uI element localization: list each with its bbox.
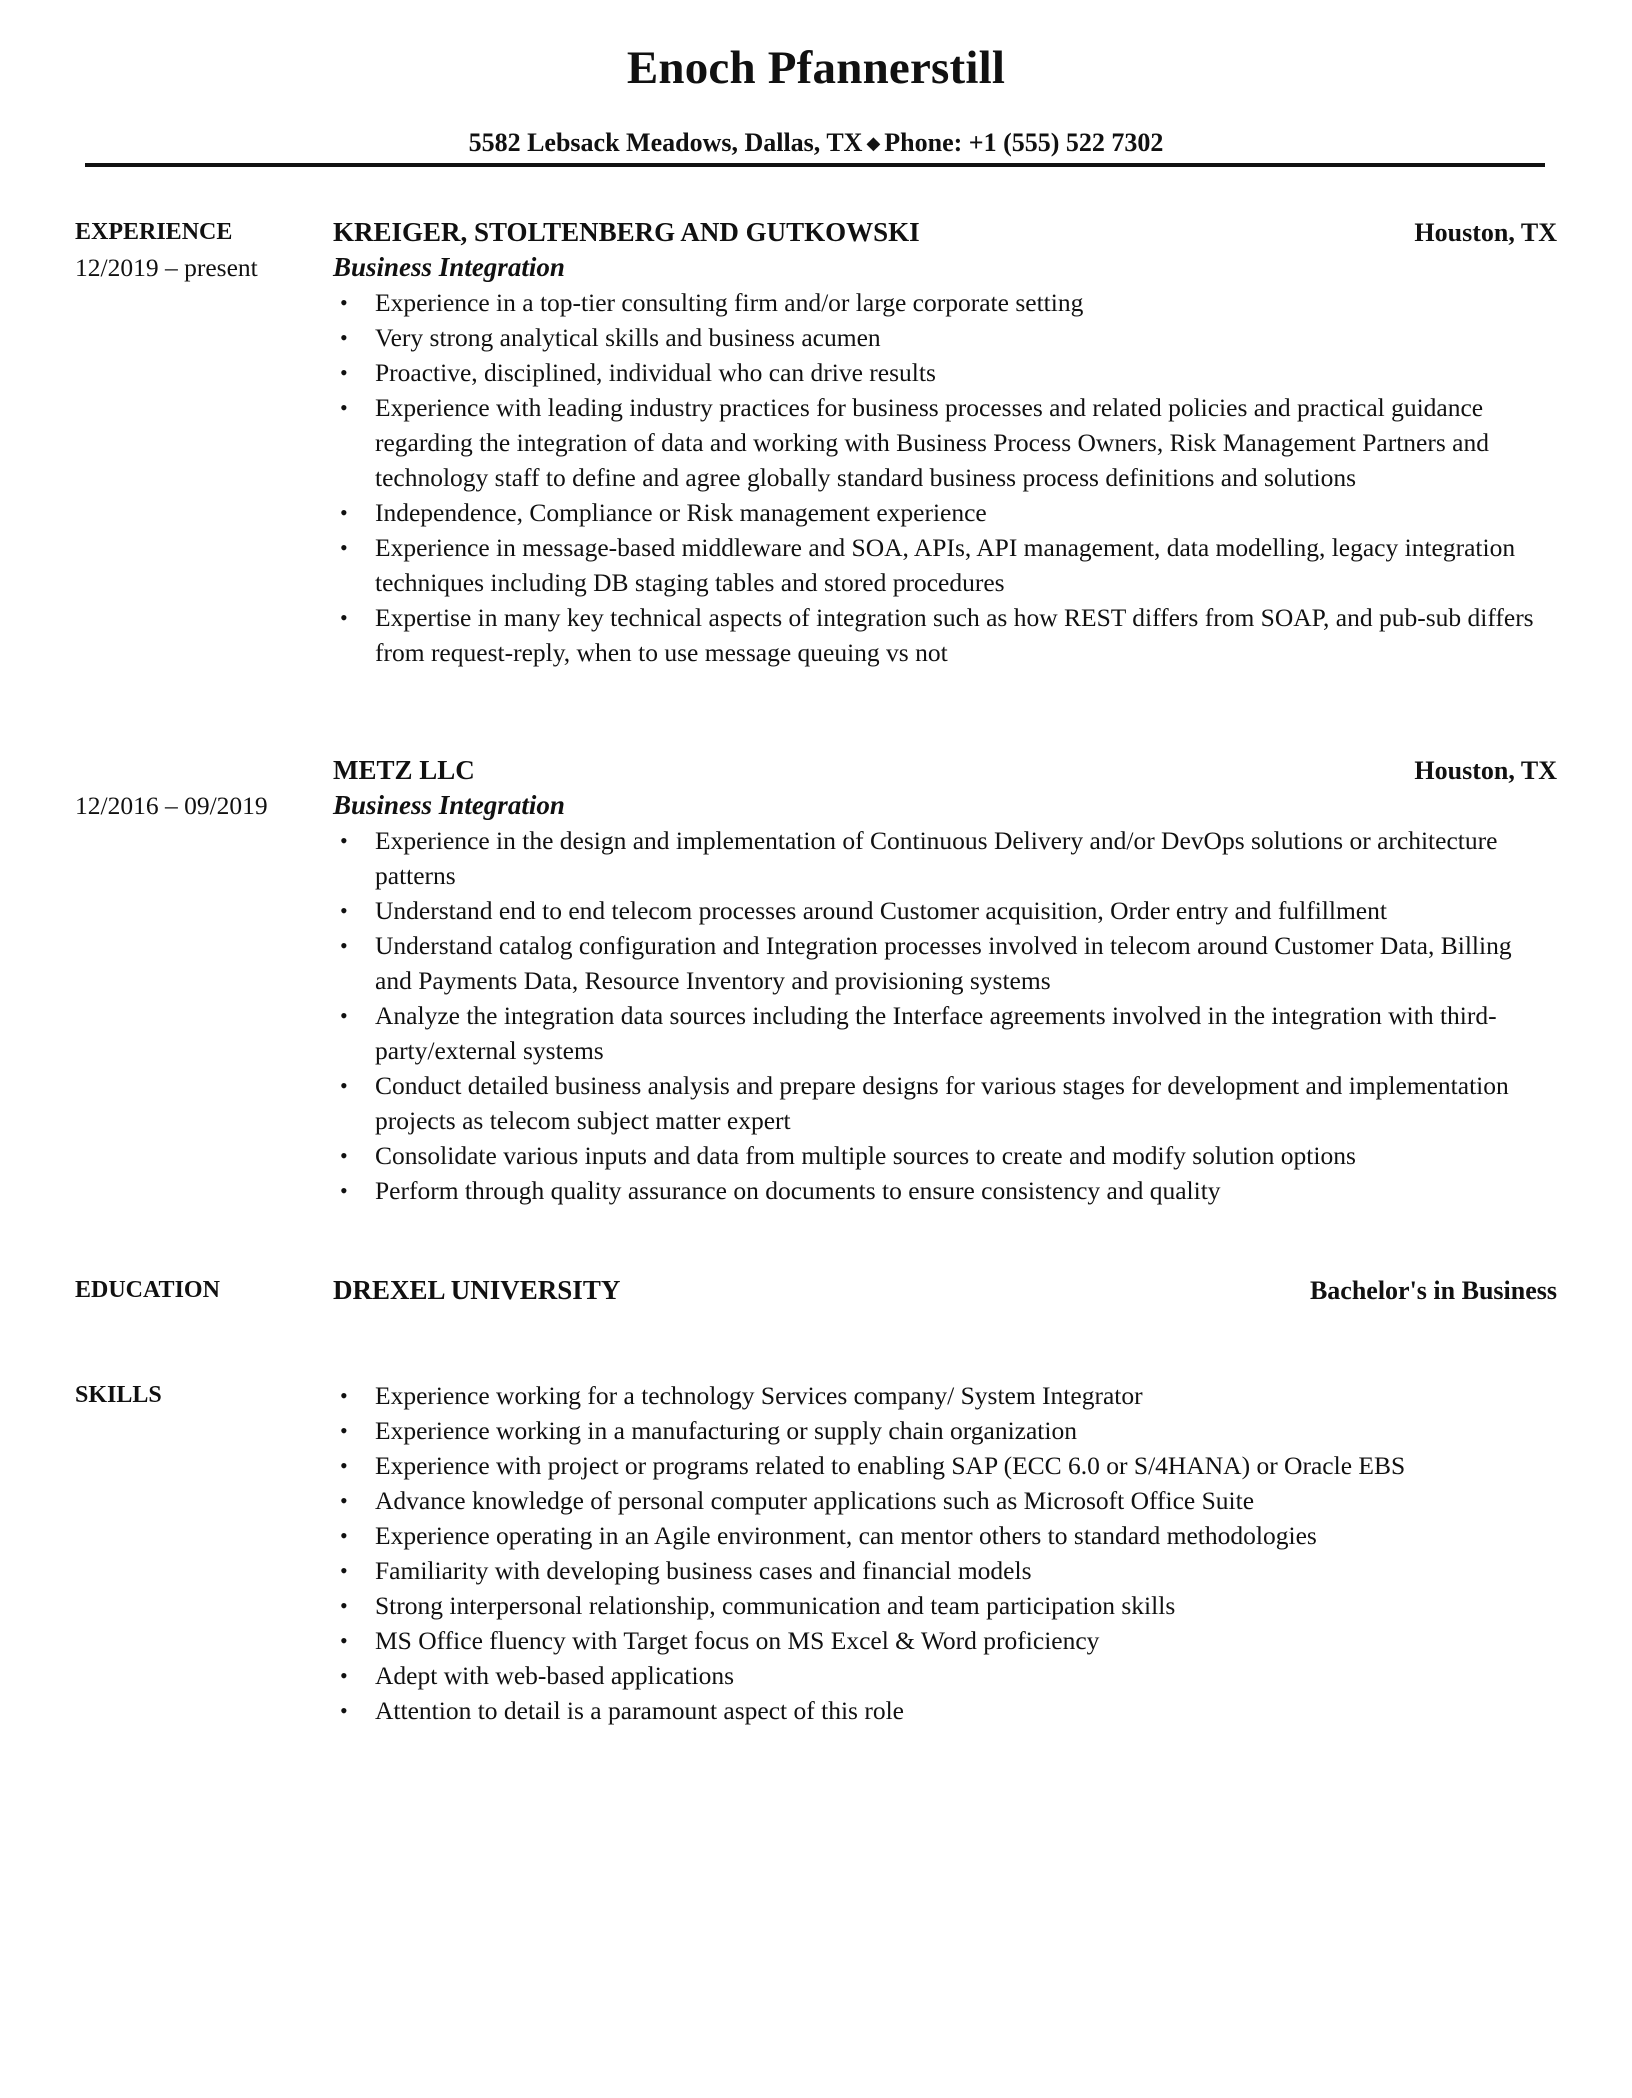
list-item-text: Perform through quality assurance on documents to ensure consistency and quality [375,1176,1221,1205]
list-item [333,1378,1557,1413]
list-item [333,1483,1557,1518]
list-item-text: Strong interpersonal relationship, communication and team participation skills [375,1591,1176,1620]
list-item [333,495,1557,530]
job-date: 12/2016 – 09/2019 [75,791,268,820]
job-bullets [333,823,1557,1208]
bullet-icon: • [340,1698,348,1723]
list-item [333,1138,1557,1173]
bullet-icon: • [340,395,348,420]
section-title-experience: EXPERIENCE [75,219,233,245]
list-item [333,1448,1557,1483]
bullet-icon: • [340,535,348,560]
list-item [333,1413,1557,1448]
list-item [333,1518,1557,1553]
list-item [333,1173,1557,1208]
list-item [333,823,1557,893]
list-item [333,928,1557,998]
skills-list [333,1378,1557,1728]
list-item-text: MS Office fluency with Target focus on MS Excel & Word proficiency [375,1626,1100,1655]
bullet-icon: • [340,1178,348,1203]
job-bullets [333,285,1557,670]
list-item [333,1693,1557,1728]
candidate-name: Enoch Pfannerstill [626,42,1006,94]
list-item-text: Familiarity with developing business cases and financial models [375,1556,1032,1585]
list-item-text: Expertise in many key technical aspects of integration such as how REST differs from SOAP, and pub-sub differs from request-reply, when to use message queuing vs not [375,603,1534,667]
bullet-icon: • [340,1523,348,1548]
list-item [333,1068,1557,1138]
list-item-text: Proactive, disciplined, individual who can drive results [375,358,936,387]
list-item-text: Experience operating in an Agile environment, can mentor others to standard methodologies [375,1521,1317,1550]
list-item [333,1623,1557,1658]
list-item-text: Conduct detailed business analysis and prepare designs for various stages for development and implementation projects as telecom subject matter expert [375,1071,1509,1135]
job-entry [333,753,1557,1208]
school-name: DREXEL UNIVERSITY [333,1275,621,1305]
list-item [333,893,1557,928]
list-item [333,285,1557,320]
list-item-text: Experience with project or programs related to enabling SAP (ECC 6.0 or S/4HANA) or Oracle EBS [375,1451,1406,1480]
company-name: KREIGER, STOLTENBERG AND GUTKOWSKI [333,217,920,247]
list-item [333,320,1557,355]
diamond-icon: ◆ [866,133,881,153]
list-item-text: Understand catalog configuration and Integration processes involved in telecom around Customer Data, Billing and Payments Data, Resource Inventory and provisioning systems [375,931,1512,995]
bullet-icon: • [340,1383,348,1408]
bullet-icon: • [340,1628,348,1653]
list-item [333,355,1557,390]
education-entry [333,1273,1557,1308]
header-divider [85,163,1545,167]
list-item-text: Consolidate various inputs and data from multiple sources to create and modify solution options [375,1141,1356,1170]
bullet-icon: • [340,360,348,385]
bullet-icon: • [340,605,348,630]
bullet-icon: • [340,1003,348,1028]
job-location: Houston, TX [1414,756,1557,785]
bullet-icon: • [340,290,348,315]
list-item [333,1588,1557,1623]
list-item-text: Adept with web-based applications [375,1661,735,1690]
section-title-skills: SKILLS [75,1382,162,1408]
contact-line [0,126,1632,160]
list-item-text: Advance knowledge of personal computer applications such as Microsoft Office Suite [375,1486,1255,1515]
phone: Phone: +1 (555) 522 7302 [884,128,1164,157]
job-location: Houston, TX [1414,218,1557,247]
list-item [333,600,1557,670]
bullet-icon: • [340,1073,348,1098]
list-item [333,390,1557,495]
list-item [333,1553,1557,1588]
list-item-text: Experience in a top-tier consulting firm and/or large corporate setting [375,288,1084,317]
list-item-text: Experience working in a manufacturing or supply chain organization [375,1416,1077,1445]
company-name: METZ LLC [333,755,475,785]
degree: Bachelor's in Business [1309,1276,1557,1305]
bullet-icon: • [340,1453,348,1478]
bullet-icon: • [340,1663,348,1688]
list-item [333,530,1557,600]
job-entry [333,215,1557,670]
job-date: 12/2019 – present [75,253,258,282]
bullet-icon: • [340,1558,348,1583]
bullet-icon: • [340,828,348,853]
bullet-icon: • [340,933,348,958]
list-item-text: Experience in message-based middleware and SOA, APIs, API management, data modelling, legacy integration techniques including DB staging tables and stored procedures [375,533,1516,597]
bullet-icon: • [340,1488,348,1513]
bullet-icon: • [340,898,348,923]
address: 5582 Lebsack Meadows, Dallas, TX [468,128,863,157]
skills-list-container [333,1378,1557,1728]
bullet-icon: • [340,1418,348,1443]
list-item-text: Experience with leading industry practices for business processes and related policies and practical guidance regarding the integration of data and working with Business Process Owners, Risk Management Partners and technology staff to define and agree globally standard business process definitions and solutions [375,393,1489,492]
list-item-text: Understand end to end telecom processes around Customer acquisition, Order entry and fulfillment [375,896,1387,925]
bullet-icon: • [340,1143,348,1168]
list-item [333,998,1557,1068]
bullet-icon: • [340,325,348,350]
bullet-icon: • [340,1593,348,1618]
list-item [333,1658,1557,1693]
list-item-text: Very strong analytical skills and business acumen [375,323,881,352]
list-item-text: Experience in the design and implementation of Continuous Delivery and/or DevOps solutions or architecture patterns [375,826,1498,890]
list-item-text: Independence, Compliance or Risk management experience [375,498,987,527]
section-title-education: EDUCATION [75,1277,220,1303]
list-item-text: Attention to detail is a paramount aspect of this role [375,1696,904,1725]
list-item-text: Analyze the integration data sources including the Interface agreements involved in the integration with third-party/external systems [375,1001,1497,1065]
list-item-text: Experience working for a technology Services company/ System Integrator [375,1381,1143,1410]
job-role: Business Integration [333,252,565,282]
job-role: Business Integration [333,790,565,820]
bullet-icon: • [340,500,348,525]
